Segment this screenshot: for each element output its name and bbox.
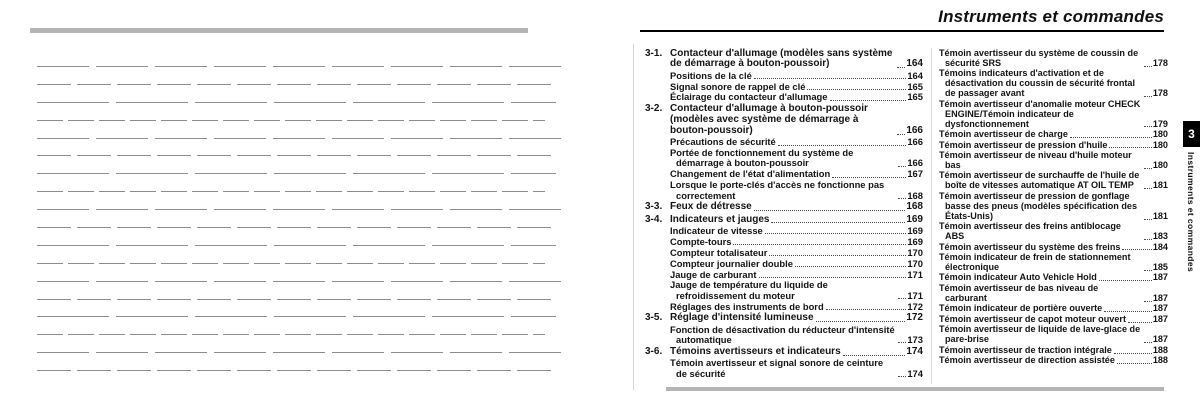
- ruled-line: [37, 66, 561, 67]
- dot-leader: [843, 355, 906, 356]
- toc-entry: [645, 215, 923, 226]
- toc-entry-title: Témoin indicateur de portière ouverte: [939, 303, 1103, 314]
- dot-leader: [765, 233, 907, 234]
- toc-entry: [939, 69, 1168, 99]
- toc-entry: [645, 169, 923, 179]
- toc-entry: [939, 171, 1168, 191]
- toc-entry-number: 3-6.: [645, 345, 663, 357]
- toc-entry-page: 169: [907, 235, 923, 247]
- toc-entry-page: 172: [906, 312, 923, 324]
- dot-leader: [1144, 168, 1152, 169]
- toc-entry-title: Témoin avertisseur de capot moteur ouvert: [939, 313, 1126, 324]
- toc-entry-page: 164: [906, 58, 923, 70]
- dot-leader: [1122, 249, 1151, 250]
- toc-entry-title: Portée de fonctionnement du système de démarrage à bouton-poussoir: [670, 147, 854, 169]
- dot-leader: [1109, 147, 1151, 148]
- dot-leader: [1144, 301, 1152, 302]
- dot-leader: [816, 321, 906, 322]
- bottom-accent-bar: [666, 387, 1164, 391]
- ruled-line: [37, 299, 551, 300]
- toc-entry: [645, 302, 923, 312]
- toc-entry: [939, 315, 1168, 325]
- dot-leader: [1117, 363, 1152, 364]
- toc-entry-title: Témoin indicateur Auto Vehicle Hold: [939, 272, 1097, 283]
- chapter-tab-number: 3: [1188, 127, 1195, 141]
- toc-entry-page: 180: [1152, 139, 1168, 150]
- toc-entry: [645, 358, 923, 379]
- toc-entry: [645, 248, 923, 258]
- toc-entry: [939, 284, 1168, 304]
- toc-entry: [645, 237, 923, 247]
- toc-entry-title: Témoin indicateur de frein de stationnement électronique: [939, 252, 1131, 272]
- toc-entry-title: Témoin avertisseur d'anomalie moteur CHECK ENGINE/Témoin indicateur de dysfonctionnement: [939, 98, 1141, 129]
- toc-entry-title: Témoin avertisseur et signal sonore de ceinture de sécurité: [670, 357, 884, 379]
- toc-entry-title: Témoin avertisseur de direction assistée: [939, 355, 1115, 366]
- toc-entry-title: Changement de l'état d'alimentation: [670, 168, 831, 180]
- dot-leader: [897, 134, 905, 135]
- toc-entry: [645, 226, 923, 236]
- ruled-line: [37, 245, 556, 246]
- toc-entry-page: 168: [907, 189, 923, 201]
- dot-leader: [832, 177, 906, 178]
- toc-entry-title: Témoin avertisseur du système des freins: [939, 241, 1121, 252]
- toc-entry-title: Témoin avertisseur de surchauffe de l'huile de boîte de vitesses automatique AT OIL TEMP: [939, 170, 1140, 191]
- toc-entry-page: 171: [907, 268, 923, 280]
- toc-entry-title: Témoin avertisseur de traction intégrale: [939, 344, 1112, 355]
- toc-entry-page: 188: [1152, 355, 1168, 366]
- toc-entry: [645, 270, 923, 280]
- ruled-line: [37, 263, 545, 264]
- top-accent-bar: [30, 28, 528, 33]
- toc-entry: [645, 148, 923, 169]
- toc-entry-title: Témoins avertisseurs et indicateurs: [670, 345, 841, 357]
- ruled-line: [37, 352, 561, 353]
- dot-leader: [1144, 66, 1152, 67]
- toc-entry-page: 187: [1152, 334, 1168, 345]
- chapter-title: Instruments et commandes: [938, 7, 1164, 26]
- dot-leader: [1144, 188, 1152, 189]
- chapter-tab-label: Instruments et commandes: [1186, 152, 1196, 273]
- toc-entry-page: 166: [906, 124, 923, 136]
- ruled-line: [37, 84, 551, 85]
- toc-entry-page: 188: [1152, 344, 1168, 355]
- ruled-line: [37, 120, 545, 121]
- toc-entry-title: Jauge de carburant: [670, 268, 757, 280]
- toc-entry-page: 187: [1152, 272, 1168, 283]
- toc-entry: [939, 325, 1168, 345]
- toc-entry-page: 180: [1152, 129, 1168, 140]
- dot-leader: [1099, 280, 1152, 281]
- toc-entry-page: 174: [907, 367, 923, 379]
- toc-entry-title: Témoin avertisseur des freins antiblocage ABS: [939, 221, 1121, 242]
- toc-column-left: [645, 47, 923, 380]
- toc-entry-title: Positions de la clé: [670, 69, 752, 81]
- toc-entry-number: 3-1.: [645, 47, 663, 59]
- toc-entry-page: 170: [907, 257, 923, 269]
- dot-leader: [771, 222, 905, 223]
- toc-entry: [939, 304, 1168, 314]
- dot-leader: [1144, 96, 1152, 97]
- header-rule: [640, 30, 1164, 32]
- toc-entry: [939, 49, 1168, 69]
- toc-entry-page: 166: [907, 136, 923, 148]
- toc-entry: [645, 280, 923, 301]
- toc-entry-page: 173: [907, 334, 923, 346]
- toc-entry-title: Compteur totalisateur: [670, 246, 768, 258]
- dot-leader: [754, 78, 907, 79]
- toc-entry-title: Réglages des instruments de bord: [670, 300, 824, 312]
- toc-entry-title: Fonction de désactivation du réducteur d'intensité automatique: [670, 323, 895, 346]
- toc-entry-page: 179: [1152, 118, 1168, 129]
- ruled-line: [37, 316, 556, 317]
- toc-entry-page: 187: [1152, 292, 1168, 303]
- toc-entry-title: Contacteur d'allumage à bouton-poussoir (modèles avec système de démarrage à bouton-poussoir): [670, 103, 868, 136]
- toc-entry-title: Indicateur de vitesse: [670, 225, 763, 236]
- toc-entry-title: Compte-tours: [670, 235, 732, 247]
- ruled-line: [37, 227, 551, 228]
- dot-leader: [1144, 342, 1152, 343]
- ruled-line: [37, 155, 551, 156]
- toc-entry: [645, 325, 923, 346]
- toc-entry-title: Témoin avertisseur de charge: [939, 129, 1068, 140]
- toc-entry-page: 187: [1152, 313, 1168, 324]
- toc-entry-page: 169: [907, 225, 923, 236]
- ruled-line: [37, 138, 561, 139]
- toc-entry-page: 170: [907, 246, 923, 258]
- ruled-line: [37, 281, 561, 282]
- ruled-line: [37, 334, 545, 335]
- dot-leader: [1070, 137, 1152, 138]
- toc-entry-page: 181: [1152, 210, 1168, 221]
- toc-entry-number: 3-2.: [645, 103, 663, 115]
- dot-leader: [898, 376, 906, 377]
- toc-entry-title: Témoin avertisseur de liquide de lave-glace de pare-brise: [939, 324, 1141, 345]
- toc-entry-page: 164: [907, 69, 923, 81]
- toc-entry-page: 181: [1152, 180, 1168, 191]
- toc-entry: [939, 151, 1168, 171]
- toc-entry: [939, 243, 1168, 253]
- toc-entry-title: Indicateurs et jauges: [670, 213, 770, 225]
- dot-leader: [898, 298, 906, 299]
- toc-entry-page: 178: [1152, 57, 1168, 68]
- toc-entry-title: Réglage d'intensité lumineuse: [670, 312, 814, 324]
- chapter-tab: [1183, 121, 1200, 147]
- page-header: [640, 7, 1164, 32]
- toc-entry: [645, 347, 923, 358]
- toc-entry: [645, 259, 923, 269]
- toc-entry-page: 178: [1152, 88, 1168, 99]
- ruled-lines: [37, 66, 561, 388]
- dot-leader: [759, 277, 907, 278]
- dot-leader: [1114, 353, 1152, 354]
- toc-entry-page: 169: [906, 213, 923, 225]
- toc-entry: [645, 180, 923, 201]
- dot-leader: [830, 100, 907, 101]
- dot-leader: [754, 210, 906, 211]
- toc-entry: [939, 356, 1168, 366]
- toc-entry: [939, 273, 1168, 283]
- toc-entry: [939, 141, 1168, 151]
- toc-entry: [939, 130, 1168, 140]
- toc-entry-title: Jauge de température du liquide de refroidissement du moteur: [670, 279, 828, 301]
- toc-entry: [645, 202, 923, 213]
- dot-leader: [1104, 311, 1152, 312]
- toc-entry: [645, 92, 923, 102]
- toc-entry-page: 172: [907, 300, 923, 312]
- toc-entry-number: 3-3.: [645, 201, 663, 213]
- dot-leader: [1128, 322, 1152, 323]
- dot-leader: [897, 67, 905, 68]
- toc-entry-page: 185: [1152, 261, 1168, 272]
- toc-entry-page: 165: [907, 80, 923, 92]
- toc-entry: [939, 253, 1168, 273]
- ruled-line: [37, 209, 561, 210]
- toc-entry-title: Lorsque le porte-clés d'accès ne fonctionne pas correctement: [670, 179, 885, 201]
- page-gutter-divider: [633, 44, 634, 390]
- toc-entry: [939, 192, 1168, 222]
- dot-leader: [826, 309, 907, 310]
- toc-entry: [645, 104, 923, 136]
- toc-entry-page: 187: [1152, 303, 1168, 314]
- ruled-line: [37, 173, 556, 174]
- toc-entry-number: 3-4.: [645, 213, 663, 225]
- toc-entry-title: Précautions de sécurité: [670, 136, 776, 148]
- dot-leader: [898, 198, 906, 199]
- toc-entry-title: Témoin avertisseur de niveau d'huile moteur bas: [939, 150, 1132, 170]
- toc-entry-title: Témoin avertisseur de bas niveau de carburant: [939, 282, 1099, 303]
- dot-leader: [898, 342, 906, 343]
- ruled-line: [37, 191, 545, 192]
- toc-entry-page: 180: [1152, 159, 1168, 170]
- toc-entry-page: 183: [1152, 231, 1168, 242]
- toc-entry: [645, 137, 923, 147]
- toc-entry-page: 167: [907, 168, 923, 180]
- toc-entry-page: 184: [1152, 241, 1168, 252]
- toc-entry-page: 168: [906, 201, 923, 213]
- toc-entry-page: 166: [907, 157, 923, 169]
- toc-entry: [939, 222, 1168, 242]
- toc-entry-page: 171: [907, 289, 923, 301]
- toc-entry-title: Témoin avertisseur du système de coussin de sécurité SRS: [939, 48, 1139, 68]
- dot-leader: [1144, 219, 1152, 220]
- ruled-line: [37, 102, 556, 103]
- toc-column-right: [939, 49, 1168, 367]
- dot-leader: [1144, 126, 1152, 127]
- dot-leader: [733, 244, 906, 245]
- toc-entry-title: Témoins indicateurs d'activation et de désactivation du coussin de sécurité frontal de passager avant: [939, 68, 1136, 99]
- toc-entry: [939, 100, 1168, 130]
- dot-leader: [807, 89, 906, 90]
- toc-entry: [645, 71, 923, 81]
- toc-entry-title: Feux de détresse: [670, 201, 752, 213]
- toc-column-divider: [931, 48, 932, 384]
- toc-entry: [645, 313, 923, 324]
- dot-leader: [795, 266, 906, 267]
- toc-entry-page: 165: [907, 91, 923, 103]
- toc-entry: [939, 346, 1168, 356]
- dot-leader: [898, 166, 906, 167]
- toc-entry-title: Signal sonore de rappel de clé: [670, 80, 806, 92]
- dot-leader: [1144, 239, 1152, 240]
- toc-entry-title: Compteur journalier double: [670, 257, 793, 269]
- dot-leader: [1144, 270, 1152, 271]
- toc-entry-number: 3-5.: [645, 312, 663, 324]
- toc-entry-title: Témoin avertisseur de pression d'huile: [939, 139, 1108, 150]
- toc-entry: [645, 82, 923, 92]
- toc-entry-page: 174: [906, 345, 923, 357]
- toc-entry: [645, 49, 923, 71]
- toc-entry-title: Contacteur d'allumage (modèles sans système de démarrage à bouton-poussoir): [670, 47, 893, 70]
- dot-leader: [769, 255, 906, 256]
- toc-entry-title: Témoin avertisseur de pression de gonflage basse des pneus (modèles spécification des États-Unis): [939, 190, 1138, 221]
- toc-entry-title: Éclairage du contacteur d'allumage: [670, 91, 828, 103]
- dot-leader: [778, 145, 907, 146]
- ruled-line: [37, 370, 551, 371]
